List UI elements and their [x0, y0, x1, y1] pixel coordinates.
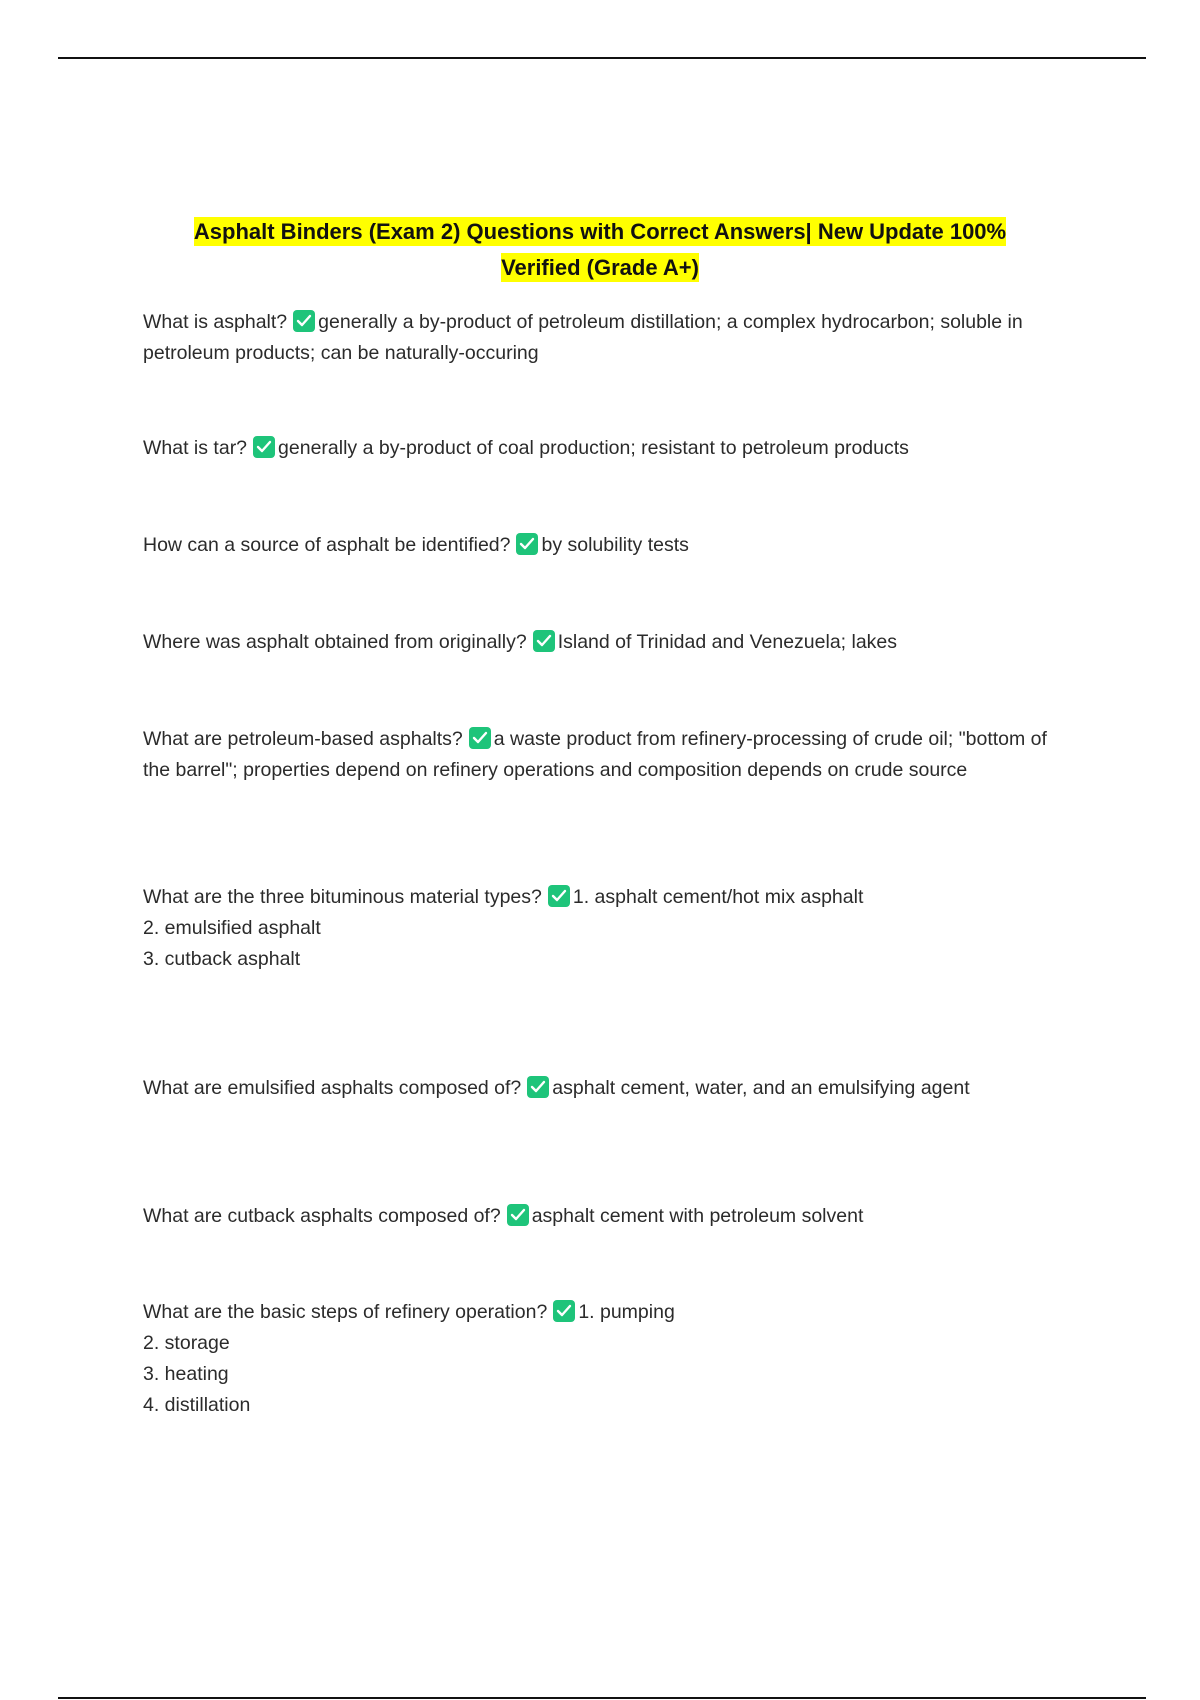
answer-text: generally a by-product of petroleum distillation; a complex hydrocarbon; soluble in petroleum products; can be naturally-occuring — [143, 311, 1023, 364]
question-text: How can a source of asphalt be identified? — [143, 534, 511, 556]
answer-text: by solubility tests — [541, 534, 689, 556]
question-text: What are emulsified asphalts composed of? — [143, 1077, 522, 1099]
qa-item — [143, 882, 1058, 975]
checkmark-icon — [469, 727, 491, 749]
title-line-2: Verified (Grade A+) — [501, 255, 699, 280]
checkmark-icon — [533, 630, 555, 652]
answer-text: Island of Trinidad and Venezuela; lakes — [557, 631, 898, 653]
answer-text: generally a by-product of coal production; resistant to petroleum products — [278, 437, 909, 459]
bottom-rule — [58, 1697, 1146, 1699]
title-line-1: Asphalt Binders (Exam 2) Questions with Correct Answers| New Update 100% — [193, 219, 1007, 244]
list-item: 2. storage — [143, 1332, 230, 1354]
answer-text: a waste product from refinery-processing of crude oil; "bottom of the barrel"; properties depend on refinery operations and composition depends on crude source — [143, 728, 1047, 781]
qa-item — [143, 627, 1058, 658]
qa-item — [143, 307, 1058, 369]
checkmark-icon — [293, 310, 315, 332]
top-rule — [58, 57, 1146, 59]
document-title — [100, 214, 1100, 286]
answer-text: 1. asphalt cement/hot mix asphalt — [572, 886, 864, 908]
checkmark-icon — [527, 1076, 549, 1098]
checkmark-icon — [516, 533, 538, 555]
question-text: Where was asphalt obtained from originally? — [143, 631, 527, 653]
qa-item — [143, 1201, 1058, 1232]
list-item: 2. emulsified asphalt — [143, 917, 321, 939]
checkmark-icon — [253, 436, 275, 458]
checkmark-icon — [548, 885, 570, 907]
question-text: What are the basic steps of refinery operation? — [143, 1301, 548, 1323]
list-item: 4. distillation — [143, 1394, 251, 1416]
checkmark-icon — [553, 1300, 575, 1322]
question-text: What are the three bituminous material types? — [143, 886, 542, 908]
list-item: 3. cutback asphalt — [143, 948, 301, 970]
qa-item — [143, 1073, 1058, 1104]
answer-text: asphalt cement, water, and an emulsifying agent — [552, 1077, 970, 1099]
answer-text: 1. pumping — [578, 1301, 675, 1323]
question-text: What is asphalt? — [143, 311, 288, 333]
qa-item — [143, 1297, 1058, 1421]
question-text: What are petroleum-based asphalts? — [143, 728, 463, 750]
question-text: What are cutback asphalts composed of? — [143, 1205, 501, 1227]
checkmark-icon — [507, 1204, 529, 1226]
qa-item — [143, 530, 1058, 561]
qa-item — [143, 433, 1058, 464]
answer-text: asphalt cement with petroleum solvent — [531, 1205, 864, 1227]
question-text: What is tar? — [143, 437, 248, 459]
list-item: 3. heating — [143, 1363, 229, 1385]
qa-item — [143, 724, 1058, 786]
